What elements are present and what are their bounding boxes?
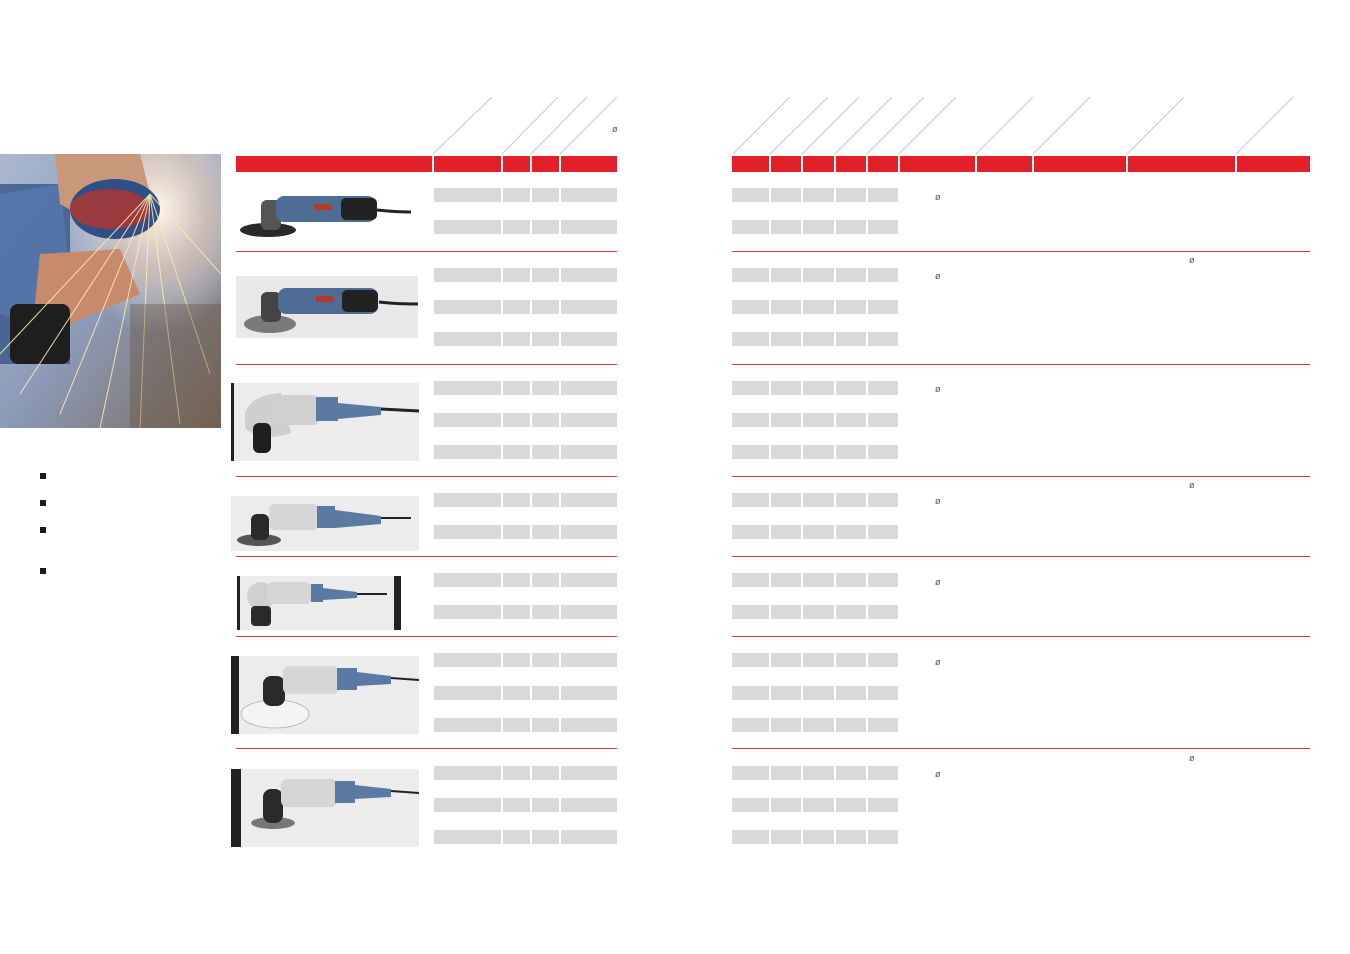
spec-cell — [868, 268, 898, 282]
spec-cell — [503, 268, 530, 282]
spec-cell — [503, 300, 530, 314]
spec-cell — [771, 493, 801, 507]
spec-cell — [803, 413, 834, 427]
spec-cell — [836, 686, 866, 700]
spec-cell — [503, 381, 530, 395]
spec-cell — [434, 573, 501, 587]
spec-cell — [803, 493, 834, 507]
header-bar-product — [236, 156, 432, 172]
spec-cell — [803, 381, 834, 395]
spec-cell — [868, 413, 898, 427]
spec-cell — [561, 718, 617, 732]
spec-cell — [803, 798, 834, 812]
spec-cell — [771, 686, 801, 700]
left-separator-2 — [236, 364, 617, 365]
spec-cell — [771, 718, 801, 732]
spec-cell — [561, 830, 617, 844]
spec-cell — [771, 653, 801, 667]
angle-grinder-medium-silver-icon — [231, 496, 419, 551]
spec-cell — [503, 220, 530, 234]
grinding-sparks-photo — [0, 154, 221, 428]
spec-cell — [868, 830, 898, 844]
spec-cell — [503, 605, 530, 619]
spec-cell — [836, 653, 866, 667]
spec-cell — [836, 830, 866, 844]
spec-cell — [561, 686, 617, 700]
spec-cell — [732, 686, 769, 700]
spec-cell — [561, 653, 617, 667]
spec-cell — [868, 573, 898, 587]
spec-cell — [503, 493, 530, 507]
spec-cell — [561, 220, 617, 234]
spec-cell — [868, 686, 898, 700]
spec-cell — [771, 766, 801, 780]
angle-grinder-large-black-handle-icon — [231, 769, 419, 847]
spec-cell — [532, 413, 559, 427]
spec-cell — [836, 268, 866, 282]
left-separator-4 — [236, 556, 617, 557]
header-bar-col1 — [434, 156, 501, 172]
spec-cell — [434, 766, 501, 780]
spec-cell — [803, 525, 834, 539]
tool-image-6 — [231, 656, 419, 734]
spec-cell — [434, 653, 501, 667]
spec-cell — [561, 332, 617, 346]
spec-cell — [868, 798, 898, 812]
spec-cell — [803, 830, 834, 844]
spec-cell — [434, 188, 501, 202]
spec-cell — [732, 220, 769, 234]
spec-cell — [532, 798, 559, 812]
spec-cell — [732, 332, 769, 346]
spec-cell — [732, 493, 769, 507]
spec-cell — [561, 445, 617, 459]
spec-cell — [771, 300, 801, 314]
spec-cell — [836, 188, 866, 202]
spec-cell — [434, 605, 501, 619]
spec-cell — [836, 573, 866, 587]
spec-cell — [532, 605, 559, 619]
header-bar-col8 — [836, 156, 866, 172]
diameter-symbol: ø — [935, 192, 941, 202]
spec-cell — [503, 686, 530, 700]
spec-cell — [434, 381, 501, 395]
bullet-4 — [40, 568, 46, 574]
spec-cell — [503, 718, 530, 732]
spec-cell — [803, 766, 834, 780]
spec-cell — [532, 268, 559, 282]
spec-cell — [836, 718, 866, 732]
spec-cell — [732, 766, 769, 780]
spec-cell — [561, 493, 617, 507]
spec-cell — [868, 653, 898, 667]
right-separator-3 — [732, 476, 1310, 477]
spec-cell — [836, 798, 866, 812]
spec-cell — [732, 525, 769, 539]
spec-cell — [561, 573, 617, 587]
spec-cell — [434, 686, 501, 700]
spec-cell — [732, 188, 769, 202]
spec-cell — [803, 300, 834, 314]
spec-cell — [732, 718, 769, 732]
left-separator-5 — [236, 636, 617, 637]
spec-cell — [532, 525, 559, 539]
spec-cell — [532, 220, 559, 234]
header-bar-col7 — [803, 156, 834, 172]
spec-cell — [771, 445, 801, 459]
header-bar-col12 — [1034, 156, 1126, 172]
angle-grinder-small-blue-icon — [236, 182, 418, 242]
spec-cell — [561, 525, 617, 539]
spec-cell — [503, 445, 530, 459]
spec-cell — [803, 445, 834, 459]
spec-cell — [732, 300, 769, 314]
spec-cell — [868, 718, 898, 732]
tool-image-2 — [236, 276, 418, 338]
right-separator-5 — [732, 636, 1310, 637]
tool-image-7 — [231, 769, 419, 847]
spec-cell — [503, 188, 530, 202]
spec-cell — [732, 445, 769, 459]
spec-cell — [532, 493, 559, 507]
spec-cell — [434, 300, 501, 314]
tool-image-4 — [231, 496, 419, 551]
spec-cell — [732, 605, 769, 619]
diameter-symbol: ø — [1189, 753, 1195, 763]
spec-cell — [532, 188, 559, 202]
spec-cell — [771, 573, 801, 587]
spec-cell — [532, 332, 559, 346]
spec-cell — [771, 332, 801, 346]
spec-cell — [836, 332, 866, 346]
header-diagonals — [0, 0, 1350, 160]
spec-cell — [771, 413, 801, 427]
spec-cell — [771, 830, 801, 844]
spec-cell — [434, 830, 501, 844]
spec-cell — [803, 573, 834, 587]
left-separator-1 — [236, 251, 617, 252]
header-bar-col6 — [771, 156, 801, 172]
bullet-3 — [40, 527, 46, 533]
spec-cell — [771, 188, 801, 202]
spec-cell — [868, 605, 898, 619]
spec-cell — [803, 718, 834, 732]
spec-cell — [561, 381, 617, 395]
right-separator-2 — [732, 364, 1310, 365]
header-bar-col13 — [1128, 156, 1235, 172]
left-separator-3 — [236, 476, 617, 477]
spec-cell — [434, 718, 501, 732]
diameter-symbol: ø — [1189, 480, 1195, 490]
diameter-header-symbol: ø — [612, 124, 618, 134]
spec-cell — [532, 718, 559, 732]
spec-cell — [503, 573, 530, 587]
spec-cell — [868, 525, 898, 539]
tool-image-1 — [236, 182, 418, 242]
spec-cell — [532, 300, 559, 314]
spec-cell — [561, 605, 617, 619]
spec-cell — [434, 220, 501, 234]
spec-cell — [868, 300, 898, 314]
spec-cell — [836, 525, 866, 539]
spec-cell — [434, 493, 501, 507]
spec-cell — [732, 653, 769, 667]
spec-cell — [434, 445, 501, 459]
spec-cell — [868, 445, 898, 459]
tool-image-5 — [237, 576, 401, 630]
header-bar-col5 — [732, 156, 769, 172]
spec-cell — [771, 220, 801, 234]
spec-cell — [868, 332, 898, 346]
spec-cell — [532, 766, 559, 780]
header-bar-col2 — [503, 156, 530, 172]
header-bar-col10 — [900, 156, 975, 172]
spec-cell — [532, 445, 559, 459]
spec-cell — [803, 686, 834, 700]
spec-cell — [836, 300, 866, 314]
header-bar-col9 — [868, 156, 898, 172]
diameter-symbol: ø — [1189, 255, 1195, 265]
right-separator-6 — [732, 748, 1310, 749]
spec-cell — [868, 381, 898, 395]
spec-cell — [532, 573, 559, 587]
spec-cell — [732, 381, 769, 395]
spec-cell — [732, 830, 769, 844]
spec-cell — [532, 686, 559, 700]
spec-cell — [732, 413, 769, 427]
angle-grinder-large-silver-icon — [231, 383, 419, 461]
spec-cell — [868, 188, 898, 202]
spec-cell — [836, 220, 866, 234]
diameter-symbol: ø — [935, 384, 941, 394]
spec-cell — [503, 413, 530, 427]
header-bar-col3 — [532, 156, 559, 172]
spec-cell — [561, 766, 617, 780]
spec-cell — [803, 653, 834, 667]
spec-cell — [771, 605, 801, 619]
spec-cell — [771, 268, 801, 282]
diameter-symbol: ø — [935, 657, 941, 667]
spec-cell — [836, 605, 866, 619]
spec-cell — [503, 332, 530, 346]
spec-cell — [532, 653, 559, 667]
left-separator-6 — [236, 748, 617, 749]
diameter-symbol: ø — [935, 496, 941, 506]
spec-cell — [836, 381, 866, 395]
spec-cell — [561, 188, 617, 202]
spec-cell — [803, 268, 834, 282]
spec-cell — [836, 445, 866, 459]
tool-image-3 — [231, 383, 419, 461]
spec-cell — [434, 268, 501, 282]
spec-cell — [836, 493, 866, 507]
spec-cell — [868, 493, 898, 507]
header-bar-col4 — [561, 156, 617, 172]
spec-cell — [868, 766, 898, 780]
spec-cell — [532, 381, 559, 395]
spec-cell — [732, 268, 769, 282]
spec-cell — [771, 798, 801, 812]
spec-cell — [803, 332, 834, 346]
spec-cell — [561, 413, 617, 427]
spec-cell — [434, 413, 501, 427]
diameter-symbol: ø — [935, 271, 941, 281]
spec-cell — [561, 268, 617, 282]
header-bar-col11 — [977, 156, 1032, 172]
polisher-angle-head-icon — [237, 576, 401, 630]
spec-cell — [503, 798, 530, 812]
spec-cell — [771, 381, 801, 395]
diameter-symbol: ø — [935, 577, 941, 587]
right-separator-4 — [732, 556, 1310, 557]
sparks-photo-icon — [0, 154, 221, 428]
bullet-1 — [40, 473, 46, 479]
spec-cell — [732, 798, 769, 812]
spec-cell — [561, 798, 617, 812]
header-bar-col14 — [1237, 156, 1310, 172]
angle-grinder-small-blue-2-icon — [236, 276, 418, 338]
spec-cell — [503, 766, 530, 780]
diameter-symbol: ø — [935, 769, 941, 779]
spec-cell — [561, 300, 617, 314]
spec-cell — [803, 605, 834, 619]
spec-cell — [503, 830, 530, 844]
spec-cell — [803, 188, 834, 202]
spec-cell — [532, 830, 559, 844]
spec-cell — [868, 220, 898, 234]
spec-cell — [434, 332, 501, 346]
polisher-with-bonnet-icon — [231, 656, 419, 734]
spec-cell — [503, 525, 530, 539]
spec-cell — [732, 573, 769, 587]
spec-cell — [836, 766, 866, 780]
spec-cell — [771, 525, 801, 539]
spec-cell — [434, 798, 501, 812]
right-separator-1 — [732, 251, 1310, 252]
bullet-2 — [40, 500, 46, 506]
spec-cell — [836, 413, 866, 427]
spec-cell — [434, 525, 501, 539]
spec-cell — [803, 220, 834, 234]
spec-cell — [503, 653, 530, 667]
